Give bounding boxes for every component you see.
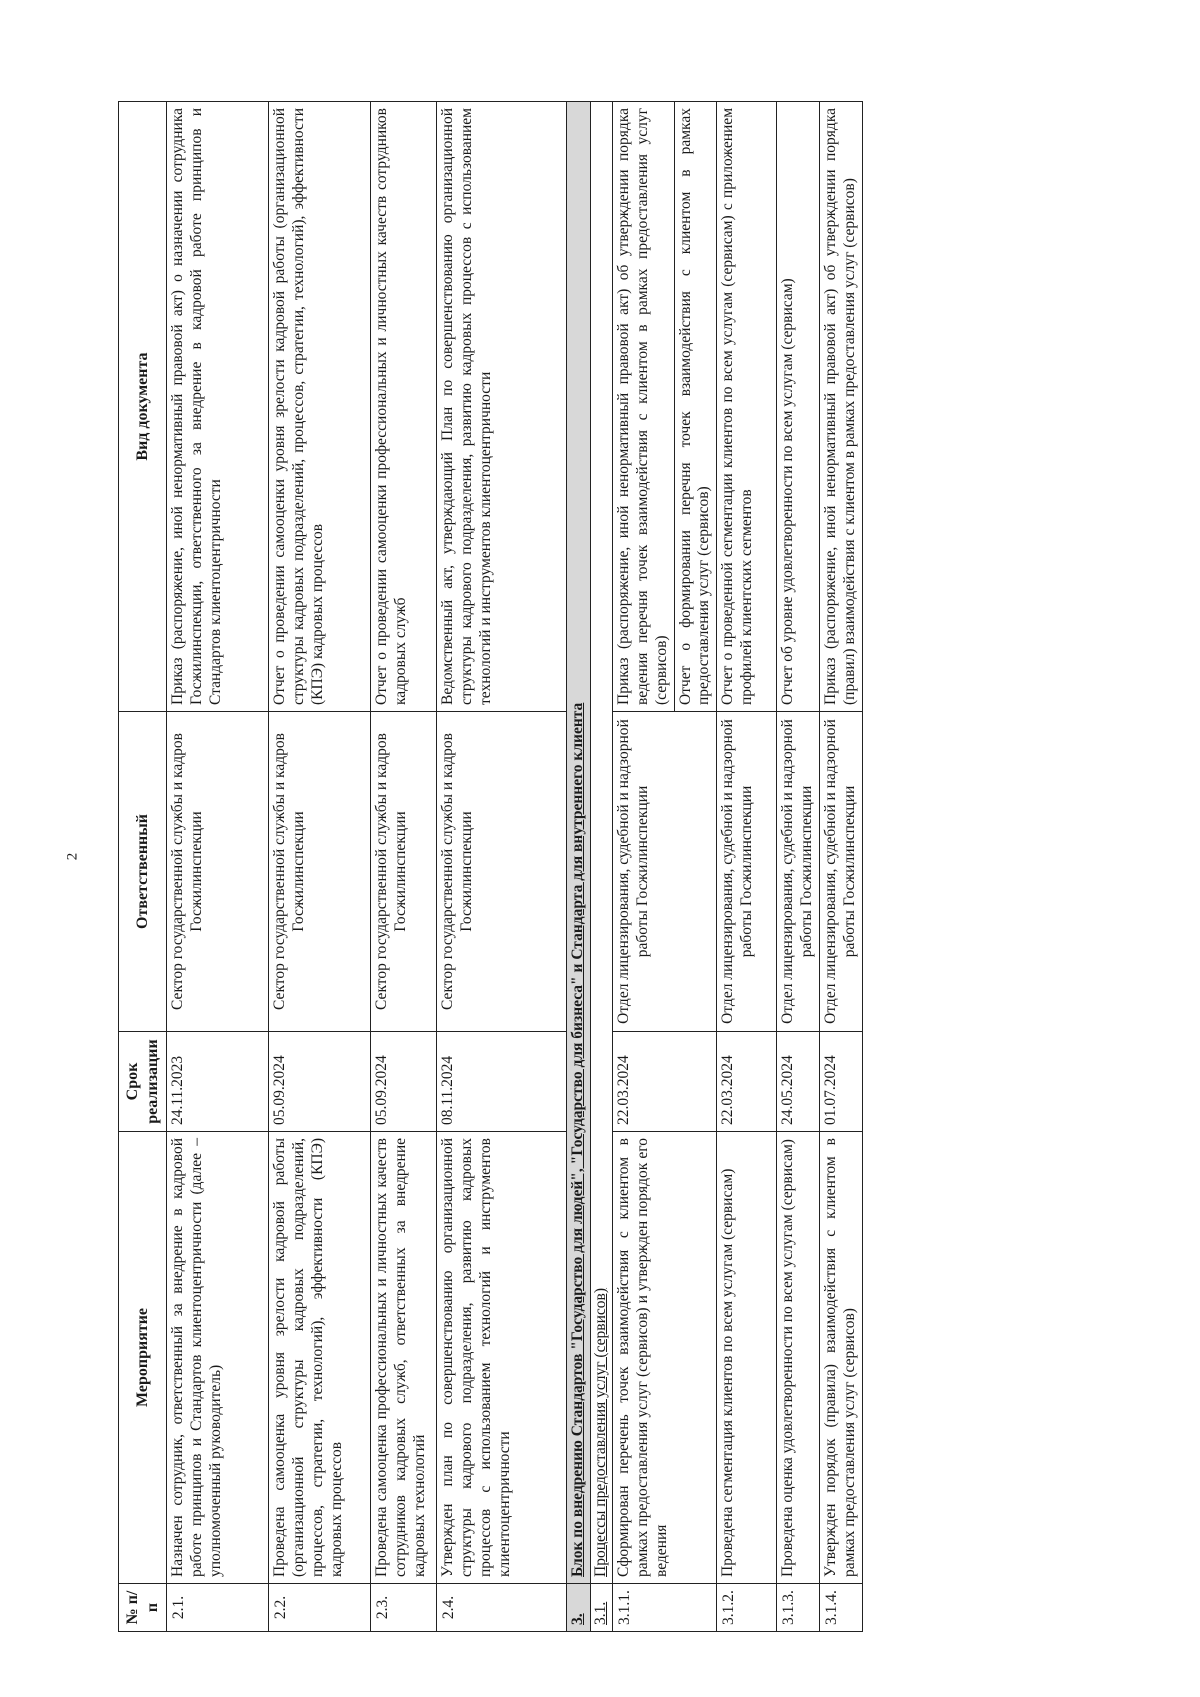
- row-document: Отчет о проведении самооценки профессиональных и личностных качеств сотрудников кадровых служб: [371, 102, 437, 712]
- row-responsible: Сектор государственной службы и кадров Госжилинспекции: [269, 712, 371, 1032]
- row-responsible: Сектор государственной службы и кадров Госжилинспекции: [437, 712, 567, 1032]
- header-document: Вид документа: [119, 102, 167, 712]
- action-plan-table: [118, 101, 863, 1632]
- row-event: Утвержден план по совершенствованию организационной структуры кадрового подразделения, развитию кадровых процессов с использованием технологий и инструментов клиентоцентричности: [437, 1132, 567, 1584]
- row-num: 2.3.: [371, 1584, 437, 1632]
- row-event: Проведена самооценка профессиональных и личностных качеств сотрудников кадровых служб, ответственных за внедрение кадровых технологий: [371, 1132, 437, 1584]
- row-deadline: 24.05.2024: [777, 1032, 820, 1132]
- table-row: [717, 102, 777, 1632]
- row-num: 2.1.: [167, 1584, 269, 1632]
- section-block-row: [567, 102, 591, 1632]
- row-num: 2.2.: [269, 1584, 371, 1632]
- table-header-row: [119, 102, 167, 1632]
- page-number: 2: [64, 852, 81, 861]
- row-responsible: Сектор государственной службы и кадров Госжилинспекции: [167, 712, 269, 1032]
- row-deadline: 24.11.2023: [167, 1032, 269, 1132]
- row-num: 3.1.2.: [717, 1584, 777, 1632]
- row-event: Назначен сотрудник, ответственный за внедрение в кадровой работе принципов и Стандартов клиентоцентричности (далее – уполномоченный руководитель): [167, 1132, 269, 1584]
- table-row: [820, 102, 863, 1632]
- row-responsible: Отдел лицензирования, судебной и надзорной работы Госжилинспекции: [777, 712, 820, 1032]
- row-deadline: 08.11.2024: [437, 1032, 567, 1132]
- subsection-title: Процессы предоставления услуг (сервисов): [590, 102, 612, 1584]
- row-responsible: Сектор государственной службы и кадров Госжилинспекции: [371, 712, 437, 1032]
- table-row: [167, 102, 269, 1632]
- row-deadline: 22.03.2024: [717, 1032, 777, 1132]
- table-row: [269, 102, 371, 1632]
- subsection-num: 3.1.: [590, 1584, 612, 1632]
- row-deadline: 22.03.2024: [612, 1032, 717, 1132]
- row-num: 3.1.3.: [777, 1584, 820, 1632]
- row-document: Приказ (распоряжение, иной ненормативный правовой акт) об утверждении порядка (правил) взаимодействия с клиентом в рамках предоставления услуг (сервисов): [820, 102, 863, 712]
- row-num: 3.1.1.: [612, 1584, 717, 1632]
- row-document: Отчет о проведенной сегментации клиентов по всем услугам (сервисам) с приложением профилей клиентских сегментов: [717, 102, 777, 712]
- row-responsible: Отдел лицензирования, судебной и надзорной работы Госжилинспекции: [820, 712, 863, 1032]
- table-row: [612, 102, 717, 1632]
- row-document: Отчет об уровне удовлетворенности по всем услугам (сервисам): [777, 102, 820, 712]
- header-event: Мероприятие: [119, 1132, 167, 1584]
- table-row: [437, 102, 567, 1632]
- row-responsible: Отдел лицензирования, судебной и надзорной работы Госжилинспекции: [717, 712, 777, 1032]
- section-num: 3.: [567, 1584, 591, 1632]
- row-event: Проведена сегментация клиентов по всем услугам (сервисам): [717, 1132, 777, 1584]
- row-num: 2.4.: [437, 1584, 567, 1632]
- row-responsible: Отдел лицензирования, судебной и надзорной работы Госжилинспекции: [612, 712, 717, 1032]
- row-num: 3.1.4.: [820, 1584, 863, 1632]
- rotated-page-content: [118, 102, 1043, 1632]
- row-deadline: 01.07.2024: [820, 1032, 863, 1132]
- header-deadline: Срок реализации: [119, 1032, 167, 1132]
- row-event: Проведена самооценка уровня зрелости кадровой работы (организационной структуры кадровых подразделений, процессов, стратегии, технологий), эффективности (КПЭ) кадровых процессов: [269, 1132, 371, 1584]
- table-row: [777, 102, 820, 1632]
- row-deadline: 05.09.2024: [371, 1032, 437, 1132]
- row-event: Утвержден порядок (правила) взаимодействия с клиентом в рамках предоставления услуг (сервисов): [820, 1132, 863, 1584]
- row-event: Сформирован перечень точек взаимодействия с клиентом в рамках предоставления услуг (сервисов) и утвержден порядок его ведения: [612, 1132, 717, 1584]
- row-document: Приказ (распоряжение, иной ненормативный правовой акт) о назначении сотрудника Госжилинспекции, ответственного за внедрение в кадровой работе принципов и Стандартов клиентоцентричности: [167, 102, 269, 712]
- row-document-order: Приказ (распоряжение, иной ненормативный правовой акт) об утверждении порядка ведения перечня точек взаимодействия с клиентом в рамках предоставления услуг (сервисов): [614, 108, 670, 705]
- row-document: Отчет о проведении самооценки уровня зрелости кадровой работы (организационной структуры кадровых подразделений, процессов, стратегии, технологий), эффективности (КПЭ) кадровых процессов: [269, 102, 371, 712]
- table-row: [371, 102, 437, 1632]
- row-document-report: Отчет о формировании перечня точек взаимодействия с клиентом в рамках предоставления услуг (сервисов): [674, 102, 717, 711]
- row-document-split: [612, 102, 717, 712]
- row-event: Проведена оценка удовлетворенности по всем услугам (сервисам): [777, 1132, 820, 1584]
- subsection-row: [590, 102, 612, 1632]
- section-title: Блок по внедрению Стандартов "Государство для людей", "Государство для бизнеса" и Стандарта для внутреннего клиента: [567, 102, 591, 1584]
- row-deadline: 05.09.2024: [269, 1032, 371, 1132]
- header-num: № п/п: [119, 1584, 167, 1632]
- header-responsible: Ответственный: [119, 712, 167, 1032]
- row-document: Ведомственный акт, утверждающий План по совершенствованию организационной структуры кадрового подразделения, развитию кадровых процессов с использованием технологий и инструментов клиентоцентричности: [437, 102, 567, 712]
